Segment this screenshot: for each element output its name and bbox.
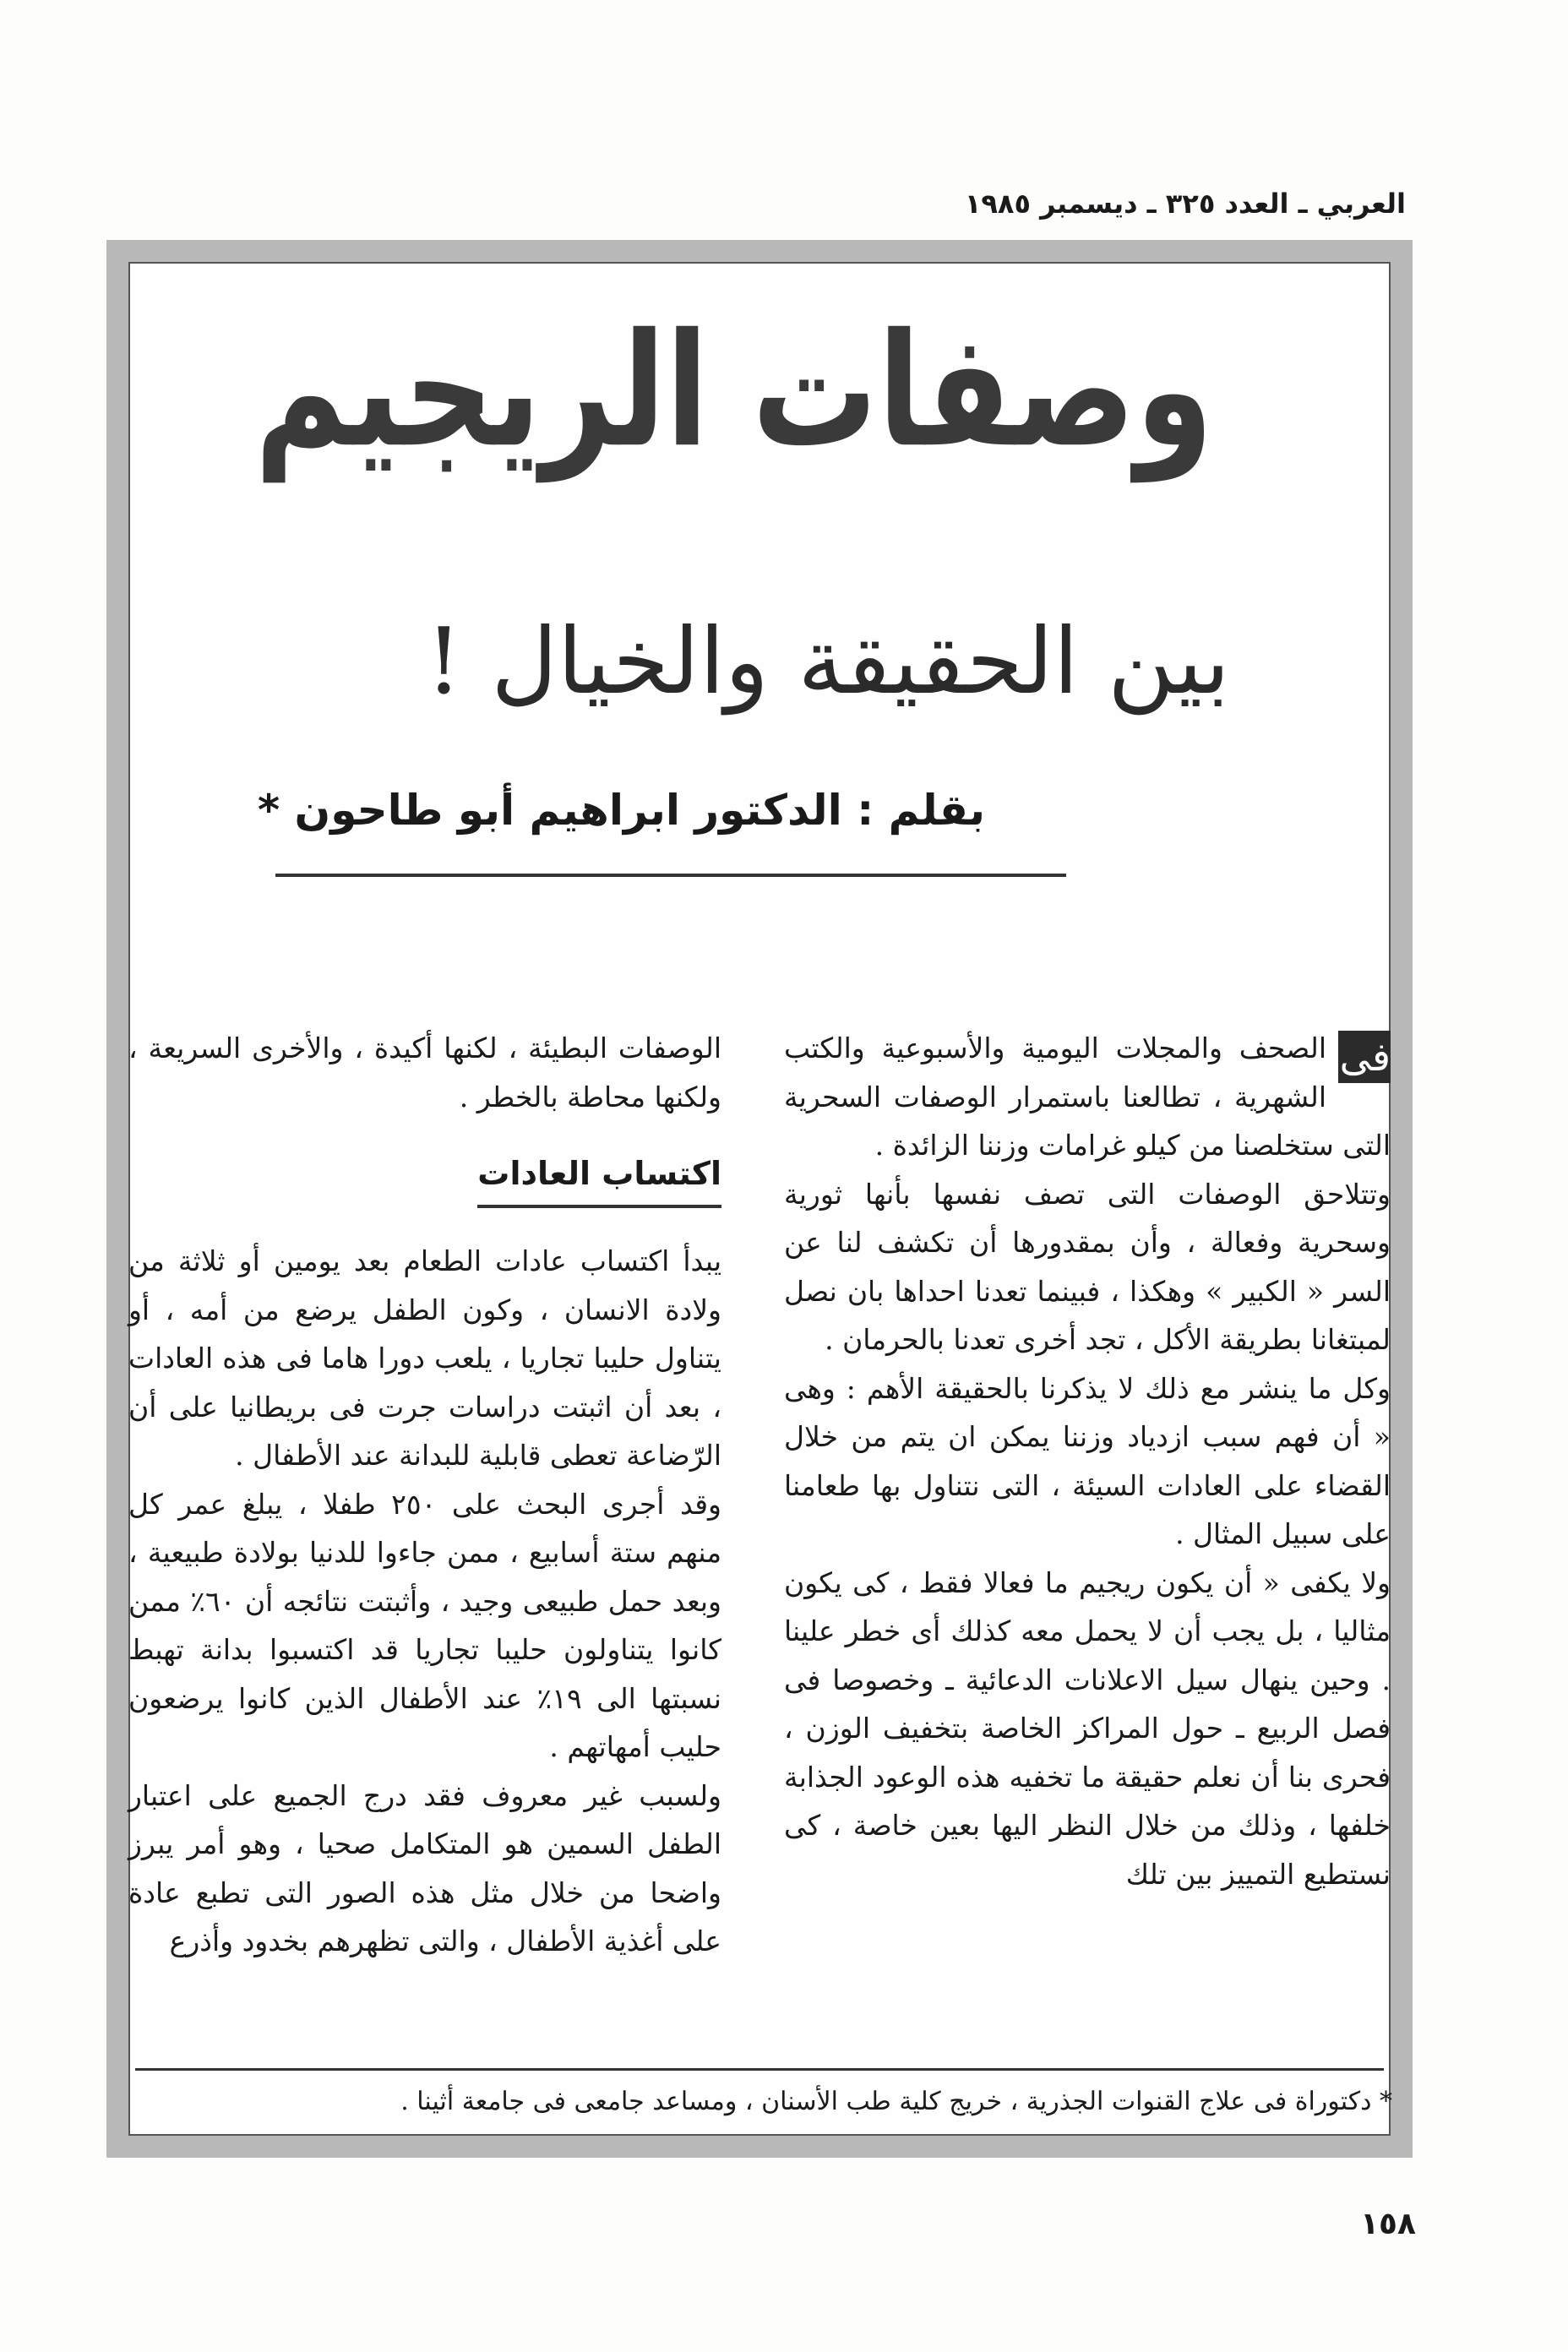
dropcap: فى	[1338, 1031, 1391, 1083]
byline: بقلم : الدكتور ابراهيم أبو طاحون *	[257, 786, 985, 835]
paragraph: فى الصحف والمجلات اليومية والأسبوعية والكتب الشهرية ، تطالعنا باستمرار الوصفات السحرية التى ستخلصنا من كيلو غرامات وزننا الزائدة .	[784, 1032, 1391, 1162]
footnote: * دكتوراة فى علاج القنوات الجذرية ، خريج كلية طب الأسنان ، ومساعد جامعى فى جامعة أثينا .	[400, 2087, 1392, 2116]
left-column	[128, 1024, 721, 1966]
paragraph: الوصفات البطيئة ، لكنها أكيدة ، والأخرى السريعة ، ولكنها محاطة بالخطر .	[128, 1032, 721, 1113]
section-heading: اكتساب العادات	[477, 1152, 721, 1208]
article-subtitle: بين الحقيقة والخيال !	[425, 609, 1230, 715]
paragraph: ولسبب غير معروف فقد درج الجميع على اعتبار الطفل السمين هو المتكامل صحيا ، وهو أمر يبرز واضحا من خلال مثل هذه الصور التى تطبع عادة على أغذية الأطفال ، والتى تظهرهم بخدود وأذرع	[128, 1778, 721, 1958]
paragraph: ولا يكفى « أن يكون ريجيم ما فعالا فقط ، كى يكون مثاليا ، بل يجب أن لا يحمل معه كذلك أى خطر علينا . وحين ينهال سيل الاعلانات الدعائية ـ وخصوصا فى فصل الربيع ـ حول المراكز الخاصة بتخفيف الوزن ، فحرى بنا أن نعلم حقيقة ما تخفيه هذه الوعود الجذابة خلفها ، وذلك من خلال النظر اليها بعين خاصة ، كى نستطيع التمييز بين تلك	[784, 1565, 1391, 1891]
paragraph: يبدأ اكتساب عادات الطعام بعد يومين أو ثلاثة من ولادة الانسان ، وكون الطفل يرضع من أمه ، أو يتناول حليبا تجاريا ، يلعب دورا هاما فى هذه العادات ، بعد أن اثبتت دراسات جرت فى بريطانيا على أن الرّضاعة تعطى قابلية للبدانة عند الأطفال .	[128, 1244, 721, 1473]
paragraph: وكل ما ينشر مع ذلك لا يذكرنا بالحقيقة الأهم : وهى « أن فهم سبب ازدياد وزننا يمكن ان يتم من خلال القضاء على العادات السيئة ، التى نتناول بها طعامنا على سبيل المثال .	[784, 1371, 1391, 1550]
article-title: وصفات الريجيم	[254, 300, 1213, 482]
paragraph: وقد أجرى البحث على ٢٥٠ طفلا ، يبلغ عمر كل منهم ستة أسابيع ، ممن جاءوا للدنيا بولادة طبيعية ، وبعد حمل طبيعى وجيد ، وأثبتت نتائجه أن ٦٠٪ ممن كانوا يتناولون حليبا تجاريا قد اكتسبوا بدانة تهبط نسبتها الى ١٩٪ عند الأطفال الذين كانوا يرضعون حليب أمهاتهم .	[128, 1487, 721, 1764]
right-column	[784, 1024, 1391, 1898]
paragraph: وتتلاحق الوصفات التى تصف نفسها بأنها ثورية وسحرية وفعالة ، وأن بمقدورها أن تكشف لنا عن السر « الكبير » وهكذا ، فبينما تعدنا احداها بان نصل لمبتغانا بطريقة الأكل ، تجد أخرى تعدنا بالحرمان .	[784, 1177, 1391, 1356]
running-head: العربي ـ العدد ٣٢٥ ـ ديسمبر ١٩٨٥	[964, 188, 1406, 220]
byline-rule	[275, 874, 1066, 877]
footnote-rule	[135, 2068, 1384, 2071]
page-number: ١٥٨	[1360, 2207, 1416, 2241]
